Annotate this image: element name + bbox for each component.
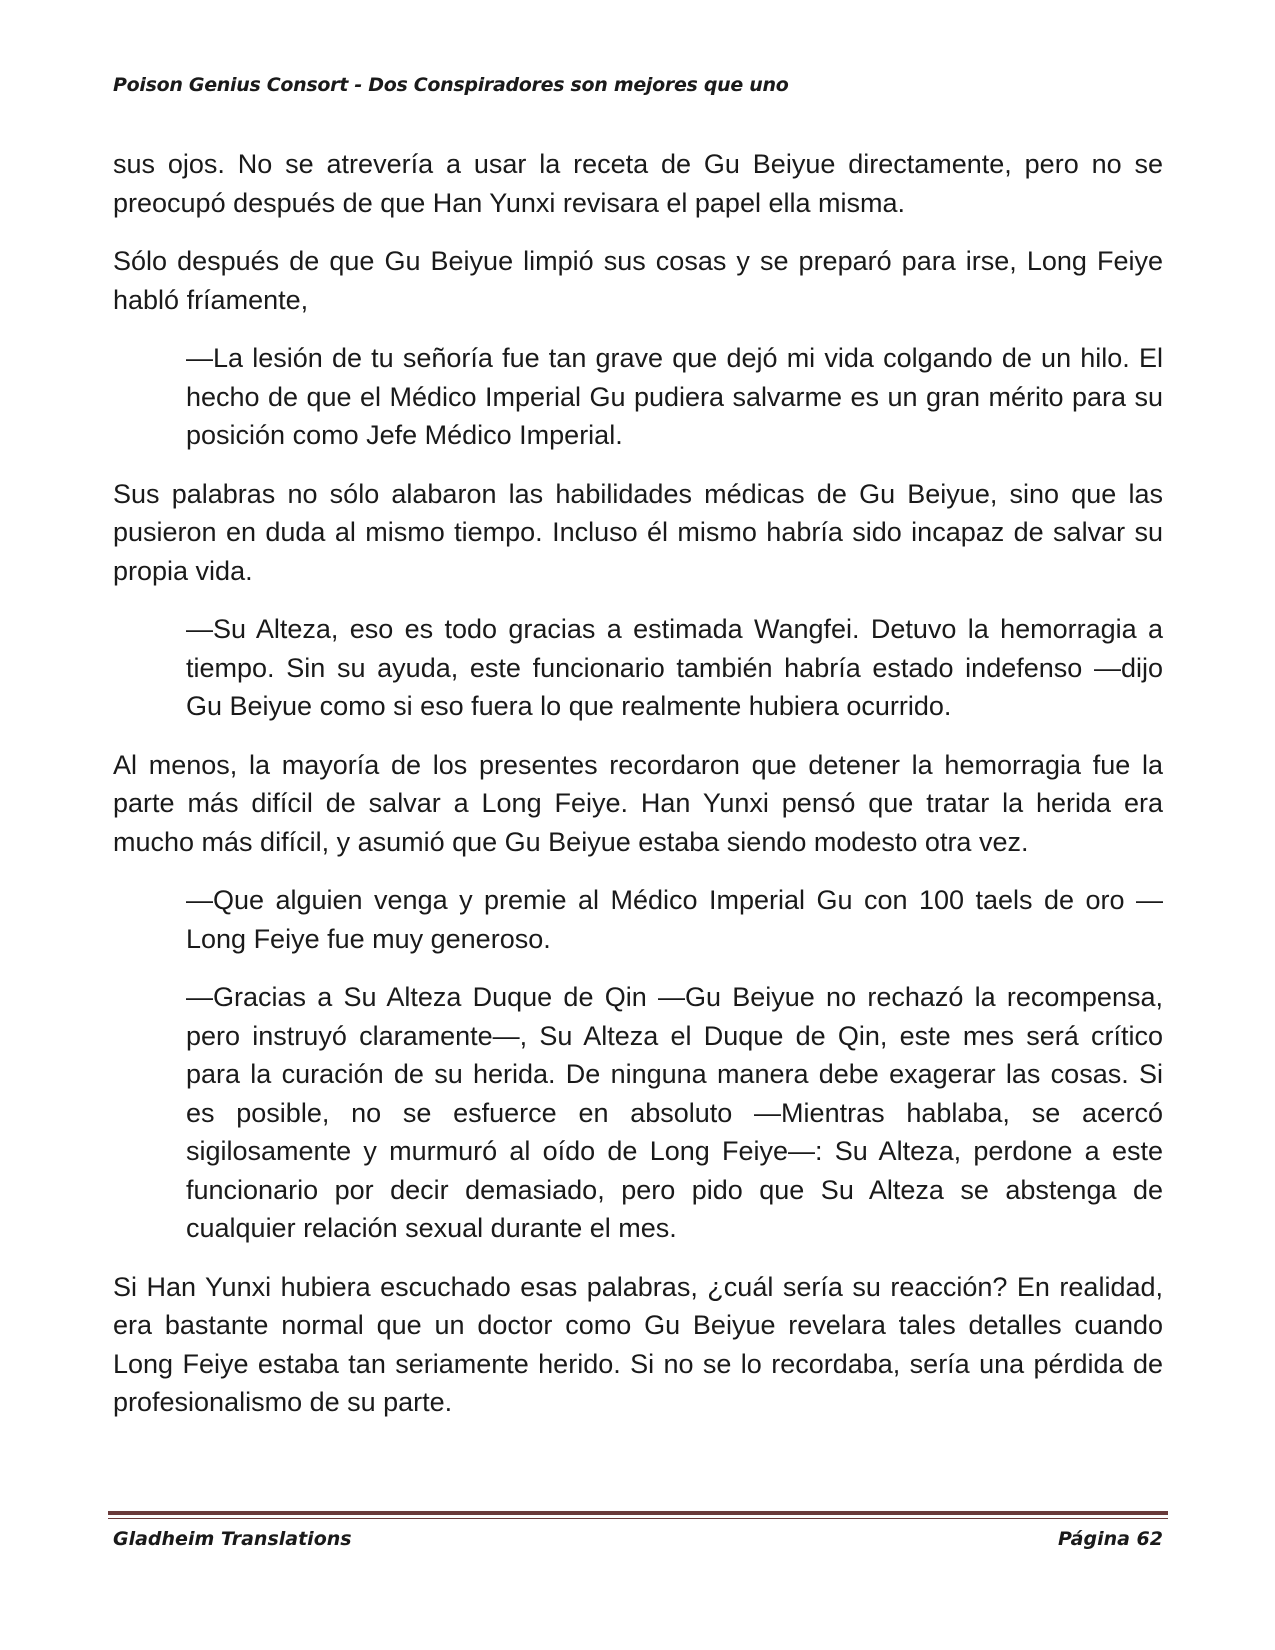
paragraph: Sólo después de que Gu Beiyue limpió sus cosas y se preparó para irse, Long Feiye habló fríamente,	[113, 246, 1163, 315]
dialogue-paragraph: —Gracias a Su Alteza Duque de Qin —Gu Beiyue no rechazó la recompensa, pero instruyó claramente—, Su Alteza el Duque de Qin, este mes será crítico para la curación de su herida. De ninguna manera debe exagerar las cosas. Si es posible, no se esfuerce en absoluto —Mientras hablaba, se acercó sigilosamente y murmuró al oído de Long Feiye—: Su Alteza, perdone a este funcionario por decir demasiado, pero pido que Su Alteza se abstenga de cualquier relación sexual durante el mes.	[186, 982, 1163, 1243]
paragraph: Al menos, la mayoría de los presentes recordaron que detener la hemorragia fue la parte más difícil de salvar a Long Feiye. Han Yunxi pensó que tratar la herida era mucho más difícil, y asumió que Gu Beiyue estaba siendo modesto otra vez.	[113, 749, 1163, 857]
paragraph: Sus palabras no sólo alabaron las habilidades médicas de Gu Beiyue, sino que las pusieron en duda al mismo tiempo. Incluso él mismo habría sido incapaz de salvar su propia vida.	[113, 478, 1163, 586]
dialogue-paragraph: —La lesión de tu señoría fue tan grave que dejó mi vida colgando de un hilo. El hecho de que el Médico Imperial Gu pudiera salvarme es un gran mérito para su posición como Jefe Médico Imperial.	[186, 343, 1163, 450]
paragraph: Si Han Yunxi hubiera escuchado esas palabras, ¿cuál sería su reacción? En realidad, era bastante normal que un doctor como Gu Beiyue revelara tales detalles cuando Long Feiye estaba tan seriamente herido. Si no se lo recordaba, sería una pérdida de profesionalismo de su parte.	[113, 1271, 1163, 1417]
footer-page-number: Página 62	[1057, 1528, 1163, 1550]
footer-publisher: Gladheim Translations	[113, 1528, 352, 1550]
page-header-title: Poison Genius Consort - Dos Conspiradores son mejores que uno	[113, 74, 789, 96]
dialogue-paragraph: —Su Alteza, eso es todo gracias a estimada Wangfei. Detuvo la hemorragia a tiempo. Sin su ayuda, este funcionario también habría estado indefenso —dijo Gu Beiyue como si eso fuera lo que realmente hubiera ocurrido.	[186, 614, 1163, 721]
footer-divider-thin	[108, 1518, 1168, 1519]
document-body	[113, 145, 1163, 1442]
footer-divider	[108, 1511, 1168, 1515]
paragraph: sus ojos. No se atrevería a usar la receta de Gu Beiyue directamente, pero no se preocupó después de que Han Yunxi revisara el papel ella misma.	[113, 149, 1163, 218]
dialogue-paragraph: —Que alguien venga y premie al Médico Imperial Gu con 100 taels de oro —Long Feiye fue muy generoso.	[186, 885, 1163, 954]
